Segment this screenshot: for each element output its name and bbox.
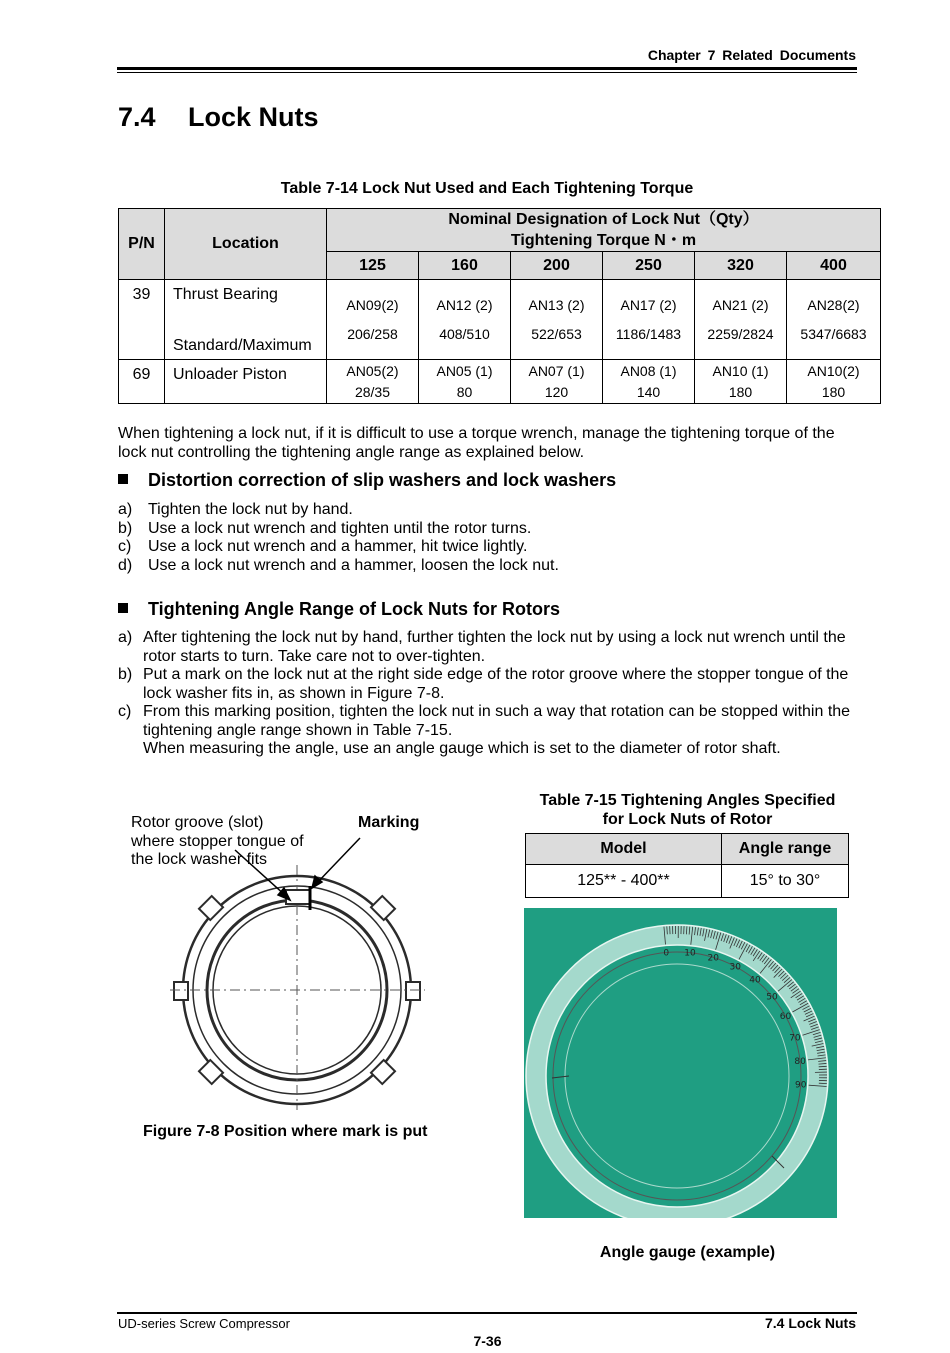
torque-value: 140: [636, 383, 661, 400]
groove-label-line: Rotor groove (slot): [131, 814, 264, 831]
nut-designation: AN05(2): [346, 362, 399, 379]
nut-designation: AN09(2): [346, 296, 399, 313]
torque-value: 28/35: [354, 383, 391, 400]
list-text: Use a lock nut wrench and tighten until the rotor turns.: [148, 519, 532, 537]
list-item: [118, 557, 863, 576]
figure78-caption: Figure 7-8 Position where mark is put: [143, 1123, 428, 1140]
nut-cell: [603, 360, 695, 404]
location-text: Thrust Bearing: [173, 286, 278, 303]
torque-value: 2259/2824: [707, 325, 774, 342]
size-header: 160: [419, 252, 511, 280]
size-header: 400: [787, 252, 881, 280]
nut-designation: AN07 (1): [528, 362, 585, 379]
nut-cell: [603, 280, 695, 360]
nut-designation: AN08 (1): [620, 362, 677, 379]
list-text: Tighten the lock nut by hand.: [148, 501, 353, 518]
list-text: From this marking position, tighten the lock nut in such a way that rotation can be stopped within the tightening angle range shown in Table 7-15.: [143, 703, 851, 739]
row-pn: 69: [119, 360, 165, 404]
header-rule: [117, 67, 857, 70]
gauge-caption: Angle gauge (example): [599, 1244, 776, 1261]
size-header: 200: [511, 252, 603, 280]
nut-cell: [787, 360, 881, 404]
list-label: b): [118, 519, 133, 537]
section-number: 7.4: [118, 102, 156, 132]
intro-paragraph: When tightening a lock nut, if it is difficult to use a torque wrench, manage the tightening torque of the lock nut controlling the tightening angle range as explained below.: [118, 425, 835, 461]
gauge-label: 90: [794, 1080, 807, 1091]
nut-cell: [695, 280, 787, 360]
torque-value: 180: [728, 383, 753, 400]
table-row: [526, 865, 849, 898]
table15-caption-line: Table 7-15 Tightening Angles Specified: [539, 792, 836, 809]
list-item: [118, 629, 858, 666]
header-nominal-line2: Tightening Torque N・m: [510, 232, 697, 249]
marking-label: Marking: [358, 814, 420, 831]
list-label: d): [118, 556, 133, 574]
angle-table: [525, 833, 849, 898]
nut-cell: [511, 280, 603, 360]
list-label: b): [118, 666, 133, 683]
gauge-label: 50: [766, 992, 778, 1003]
table-row: [119, 280, 881, 360]
list-text: Use a lock nut wrench and a hammer, hit twice lightly.: [148, 538, 528, 555]
gauge-label: 60: [779, 1011, 792, 1022]
list-item: [118, 538, 863, 557]
page-number: 7-36: [473, 1333, 502, 1349]
distortion-title: Distortion correction of slip washers and lock washers: [148, 470, 617, 490]
section-title: [118, 102, 319, 133]
header-model: Model: [526, 834, 722, 865]
nut-cell: [419, 280, 511, 360]
gauge-tick: [819, 1066, 827, 1067]
gauge-label: 10: [684, 948, 696, 959]
list-label: c): [118, 703, 132, 720]
header-nominal-line1: Nominal Designation of Lock Nut（Qty）: [448, 211, 759, 228]
gauge-label: 70: [789, 1033, 801, 1044]
gauge-tick: [686, 926, 687, 934]
section-name: Lock Nuts: [188, 102, 319, 132]
list-item: [118, 703, 858, 759]
footer-left: UD-series Screw Compressor: [118, 1316, 290, 1331]
table14-caption: Table 7-14 Lock Nut Used and Each Tightening Torque: [280, 180, 694, 197]
list-label: c): [118, 538, 132, 555]
table15-caption-line: for Lock Nuts of Rotor: [602, 811, 773, 828]
size-header: 250: [603, 252, 695, 280]
header-location: Location: [165, 209, 327, 280]
row-location: Unloader Piston: [165, 360, 327, 404]
nut-cell: [695, 360, 787, 404]
angle-gauge-photo: [524, 908, 837, 1218]
nut-designation: AN21 (2): [712, 296, 769, 313]
nut-cell: [419, 360, 511, 404]
torque-value: 408/510: [439, 325, 490, 342]
list-text: After tightening the lock nut by hand, further tighten the lock nut by using a lock nut wrench until the rotor starts to turn. Take care not to over-tighten.: [143, 629, 846, 665]
gauge-label: 0: [663, 948, 670, 959]
row-location: [165, 280, 327, 360]
gauge-label: 30: [729, 962, 741, 973]
torque-value: 5347/6683: [800, 325, 867, 342]
model-cell: 125** - 400**: [526, 865, 722, 898]
angle-range-heading: [118, 599, 560, 620]
size-header: 125: [327, 252, 419, 280]
footer-right: 7.4 Lock Nuts: [764, 1315, 856, 1331]
header-angle-range: Angle range: [722, 834, 849, 865]
list-label: a): [118, 501, 133, 518]
header-nominal: [327, 209, 881, 252]
torque-value: 80: [456, 383, 473, 400]
gauge-label: 20: [707, 953, 719, 964]
groove-label-line: the lock washer fits: [131, 851, 268, 868]
torque-value: 1186/1483: [615, 325, 682, 342]
torque-table: [118, 208, 881, 404]
nut-cell: [511, 360, 603, 404]
chapter-header: Chapter 7 Related Documents: [647, 47, 856, 63]
gauge-label: 80: [794, 1056, 806, 1067]
distortion-heading: [118, 470, 616, 491]
nut-designation: AN28(2): [807, 296, 860, 313]
header-pn: P/N: [119, 209, 165, 280]
nut-cell: [327, 360, 419, 404]
nut-designation: AN10 (1): [712, 362, 769, 379]
list-text: Put a mark on the lock nut at the right side edge of the rotor groove where the stopper tongue of the lock washer fits in, as shown in Figure 7-8.: [143, 666, 849, 702]
bullet-square-icon: [118, 603, 128, 613]
torque-value: 522/653: [531, 325, 582, 342]
row-pn: 39: [119, 280, 165, 360]
header-rule-thin: [117, 72, 857, 73]
angle-cell: 15° to 30°: [722, 865, 849, 898]
lock-nut-diagram: [150, 830, 440, 1110]
nut-designation: AN10(2): [807, 362, 860, 379]
location-sub: Standard/Maximum: [173, 337, 312, 354]
nut-designation: AN13 (2): [528, 296, 585, 313]
nut-designation: AN17 (2): [620, 296, 677, 313]
torque-value: 180: [821, 383, 846, 400]
table15-caption: [460, 791, 915, 829]
gauge-tick: [667, 926, 668, 934]
list-item: [118, 501, 863, 520]
list-label: a): [118, 629, 133, 646]
torque-value: 120: [544, 383, 569, 400]
bullet-square-icon: [118, 474, 128, 484]
list-item: [118, 520, 863, 539]
angle-range-title: Tightening Angle Range of Lock Nuts for Rotors: [148, 599, 560, 619]
torque-value: 206/258: [347, 325, 398, 342]
nut-designation: AN12 (2): [436, 296, 493, 313]
distortion-list: [118, 501, 863, 575]
nut-cell: [787, 280, 881, 360]
list-text: Use a lock nut wrench and a hammer, loosen the lock nut.: [148, 556, 559, 574]
gauge-label: 40: [749, 975, 761, 986]
angle-range-list: [118, 629, 858, 759]
list-text-note: When measuring the angle, use an angle gauge which is set to the diameter of rotor shaft.: [143, 740, 781, 757]
list-item: [118, 666, 858, 703]
size-header: 320: [695, 252, 787, 280]
nut-cell: [327, 280, 419, 360]
table-row: [119, 360, 881, 404]
footer-rule: [117, 1312, 857, 1314]
rotor-groove: [286, 890, 310, 904]
groove-label-line: where stopper tongue of: [131, 832, 304, 850]
nut-designation: AN05 (1): [436, 362, 493, 379]
